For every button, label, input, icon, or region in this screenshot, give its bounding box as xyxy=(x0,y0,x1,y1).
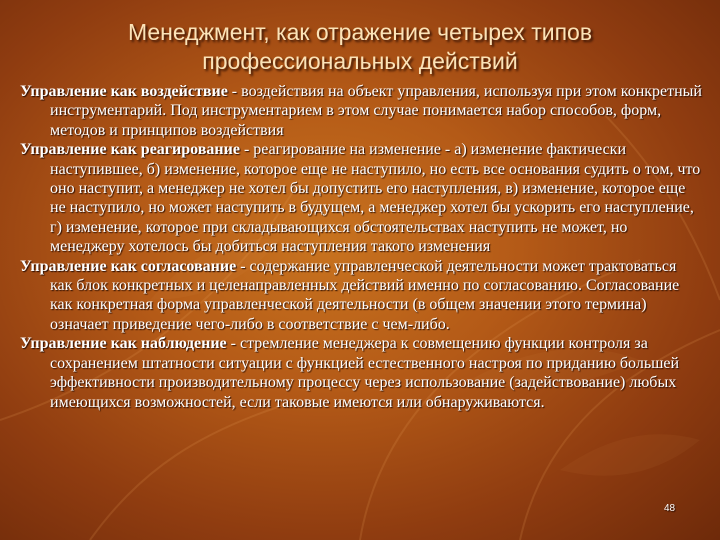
paragraph-reagirovanie xyxy=(20,140,702,256)
content-body xyxy=(20,82,702,412)
term-label: Управление как реагирование xyxy=(20,141,240,159)
paragraph-soglasovanie xyxy=(20,257,702,335)
term-definition: - воздействия на объект управления, используя при этом конкретный инструментарий. Под инструментарием в этом случае понимается набор способов, форм, методов и принципов воздействия xyxy=(50,83,702,139)
term-label: Управление как согласование xyxy=(20,257,237,275)
paragraph-nablyudenie xyxy=(20,334,702,412)
term-definition: - стремление менеджера к совмещению функции контроля за сохранением штатности ситуации с функцией естественного настроя по приданию большей эффективности производительному процессу через использование (задействование) любых имеющихся возможностей, если таковые имеются или обнаруживаются. xyxy=(50,335,680,411)
title-line-1: Менеджмент, как отражение четырех типов xyxy=(127,19,593,45)
term-label: Управление как воздействие xyxy=(20,83,228,100)
title-line-2: профессиональных действий xyxy=(202,48,518,74)
page-number: 48 xyxy=(664,503,676,514)
paragraph-vozdeystvie xyxy=(20,82,702,140)
term-definition: - содержание управленческой деятельности может трактоваться как блок конкретных и целенаправленных действий именно по согласованию. Согласование как конкретная форма управленческой деятельности (в общем значении этого термина) означает приведение чего-либо в соответствие с чем-либо. xyxy=(50,257,680,333)
slide-title xyxy=(40,18,680,76)
term-definition: - реагирование на изменение - а) изменение фактически наступившее, б) изменение, которое еще не наступило, но есть все основания судить о том, что оно наступит, а менеджер не хотел бы допустить его наступления, в) изменение, которое еще не наступило, но может наступить в будущем, а менеджер хотел бы ускорить его наступление, г) изменение, которое при складывающихся обстоятельствах наступить не может, но менеджеру хотелось бы добиться наступления такого изменения xyxy=(50,141,701,256)
term-label: Управление как наблюдение xyxy=(20,335,227,353)
